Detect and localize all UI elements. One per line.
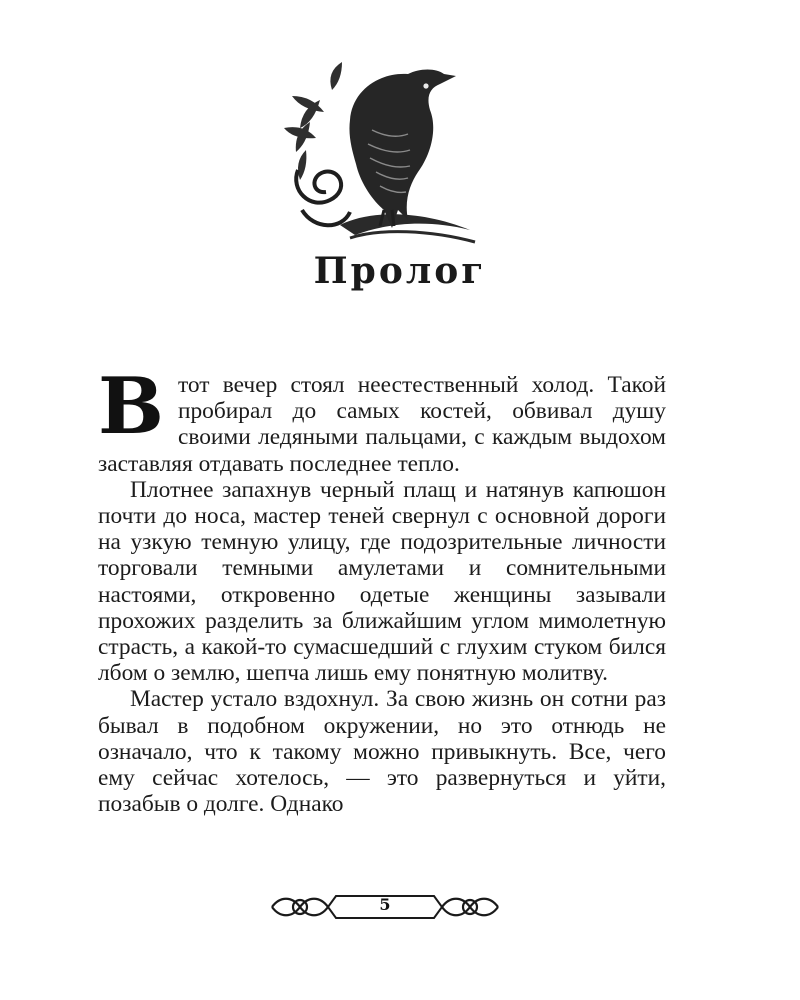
raven-emblem-icon xyxy=(280,60,490,250)
paragraph-3: Мастер устало вздохнул. За свою жизнь он сотни раз бывал в подобном окружении, но это отнюдь не означало, что к такому можно привыкнуть. Все, чего ему сейчас хотелось, — это развернуться и уйти, позабыв о долге. Однако xyxy=(98,686,666,818)
chapter-title: Пролог xyxy=(313,250,487,292)
paragraph-1-text: тот вечер стоял неестественный холод. Такой пробирал до самых костей, обвивал душу своими ледяными пальцами, с каждым выдохом заставляя отдавать последнее тепло. xyxy=(98,372,666,477)
page-footer xyxy=(270,888,500,926)
paragraph-1 xyxy=(98,361,666,477)
page-number: 5 xyxy=(379,895,391,914)
paragraph-2: Плотнее запахнув черный плащ и натянув капюшон почти до носа, мастер теней свернул с основной дороги на узкую темную улицу, где подозрительные личности торговали темными амулетами и сомнительными настоями, откровенно одетые женщины зазывали прохожих разделить за ближайшим углом мимолетную страсть, а какой-то сумасшедший с глухим стуком бился лбом о землю, шепча лишь ему понятную молитву. xyxy=(98,476,666,687)
dropcap: В xyxy=(98,361,164,452)
body-text xyxy=(98,361,666,818)
